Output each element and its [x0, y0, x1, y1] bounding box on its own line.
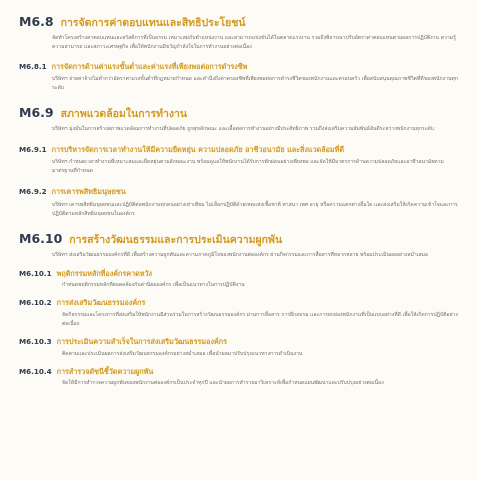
section-number: M6.8	[19, 14, 54, 29]
section-m6-10	[19, 231, 459, 260]
subsection-number: M6.9.2	[19, 187, 47, 197]
subsection-body: จัดกิจกรรมและโครงการที่ส่งเสริมให้พนักงานมีส่วนร่วมในการสร้างวัฒนธรรมองค์กร ผ่านการสื่อสาร การฝึกอบรม และการยกย่องพนักงานที่เป็นแบบอย่างที่ดี เพื่อให้เกิดการปฏิบัติอย่างต่อเนื่อง	[62, 311, 458, 327]
section-title: การสร้างวัฒนธรรมและการประเมินความผูกพัน	[69, 234, 283, 247]
section-m6-8	[19, 14, 459, 52]
subsection-number: M6.10.1	[19, 268, 52, 278]
subsection-title: การจัดการด้านค่าแรงขั้นต่ำและค่าแรงที่เพียงพอต่อการดำรงชีพ	[51, 61, 248, 71]
subsection-heading	[19, 368, 459, 377]
section-m6-10-2	[19, 299, 459, 329]
subsection-title: การประเมินความสำเร็จในการส่งเสริมวัฒนธรรมองค์กร	[56, 336, 227, 346]
subsection-body: บริษัทฯ จ่ายค่าจ้างไม่ต่ำกว่าอัตราค่าแรงขั้นต่ำที่กฎหมายกำหนด และคำนึงถึงค่าครองชีพที่เพียงพอต่อการดำรงชีวิตของพนักงานและครอบครัว เพื่อสนับสนุนคุณภาพชีวิตที่ดีของพนักงานทุกระดับ	[52, 76, 458, 92]
section-title: สภาพแวดล้อมในการทำงาน	[60, 108, 188, 121]
subsection-number: M6.10.4	[19, 366, 52, 376]
section-m6-8-1	[19, 63, 459, 94]
section-body: บริษัทฯ มุ่งมั่นในการสร้างสภาพแวดล้อมการทำงานที่ปลอดภัย ถูกสุขลักษณะ และเอื้อต่อการทำงานอย่างมีประสิทธิภาพ รวมถึงส่งเสริมความสัมพันธ์อันดีระหว่างพนักงานทุกระดับ	[52, 125, 434, 132]
subsection-title: พฤติกรรมหลักที่องค์กรคาดหวัง	[56, 268, 153, 278]
subsection-heading	[19, 270, 459, 279]
section-heading	[19, 231, 459, 247]
section-body: จัดทำโครงสร้างค่าตอบแทนและสวัสดิการที่เป็นธรรม เหมาะสมกับตำแหน่งงาน และสามารถแข่งขันได้ในตลาดแรงงาน รวมถึงพิจารณาปรับอัตราค่าตอบแทนตามผลการปฏิบัติงาน ความรู้ความสามารถ และสภาวะเศรษฐกิจ เพื่อให้พนักงานมีขวัญกำลังใจในการทำงานอย่างต่อเนื่อง	[52, 34, 456, 50]
subsection-title: การบริหารจัดการเวลาทำงานให้มีความยืดหยุ่น ความปลอดภัย อาชีวอนามัย และสิ่งแวดล้อมที่ดี	[51, 144, 345, 154]
subsection-body: บริษัทฯ เคารพสิทธิมนุษยชนและปฏิบัติต่อพนักงานทุกคนอย่างเท่าเทียม ไม่เลือกปฏิบัติด้วยเหตุแห่งเชื้อชาติ ศาสนา เพศ อายุ หรือความแตกต่างอื่นใด และส่งเสริมให้เกิดความเข้าใจและการปฏิบัติตามหลักสิทธิมนุษยชนในองค์กร	[52, 202, 458, 218]
subsection-heading	[19, 299, 459, 308]
subsection-body: บริษัทฯ กำหนดเวลาทำงานที่เหมาะสมและยืดหยุ่นตามลักษณะงาน พร้อมดูแลให้พนักงานได้รับการพักผ่อนอย่างเพียงพอ และจัดให้มีมาตรการด้านความปลอดภัยและอาชีวอนามัยตามมาตรฐานที่กำหนด	[52, 159, 444, 175]
subsection-body: จัดให้มีการสำรวจความผูกพันของพนักงานต่อองค์กรเป็นประจำทุกปี และนำผลการสำรวจมาวิเคราะห์เพื่อกำหนดแผนพัฒนาและปรับปรุงอย่างต่อเนื่อง	[62, 380, 384, 387]
subsection-heading	[19, 338, 459, 347]
subsection-number: M6.8.1	[19, 61, 47, 71]
section-title: การจัดการค่าตอบแทนและสิทธิประโยชน์	[60, 17, 246, 29]
subsection-body: ติดตามและประเมินผลการส่งเสริมวัฒนธรรมองค์กรอย่างสม่ำเสมอ เพื่อนำผลมาปรับปรุงแนวทางการดำเนินงาน	[62, 350, 303, 357]
section-body: บริษัทฯ ส่งเสริมวัฒนธรรมองค์กรที่ดี เพื่อสร้างความผูกพันและความภาคภูมิใจของพนักงานต่อองค์กร ผ่านกิจกรรมและการสื่อสารที่หลากหลาย พร้อมประเมินผลอย่างสม่ำเสมอ	[52, 251, 428, 258]
subsection-number: M6.9.1	[19, 144, 47, 154]
subsection-heading	[19, 146, 459, 155]
subsection-title: การส่งเสริมวัฒนธรรมองค์กร	[56, 298, 146, 308]
section-number: M6.9	[19, 105, 54, 121]
section-number: M6.10	[19, 231, 63, 247]
section-m6-10-4	[19, 368, 459, 389]
section-m6-9-2	[19, 188, 459, 219]
subsection-number: M6.10.2	[19, 298, 52, 308]
subsection-number: M6.10.3	[19, 336, 52, 346]
subsection-title: การสำรวจดัชนีชี้วัดความผูกพัน	[56, 366, 154, 376]
subsection-title: การเคารพสิทธิมนุษยชน	[51, 187, 126, 197]
subsection-heading	[19, 63, 459, 72]
section-m6-10-3	[19, 338, 459, 359]
section-heading	[19, 105, 459, 121]
section-m6-10-1	[19, 270, 459, 291]
section-heading	[19, 14, 459, 30]
subsection-body: กำหนดพฤติกรรมหลักที่สอดคล้องกับค่านิยมองค์กร เพื่อเป็นแนวทางในการปฏิบัติงาน	[62, 282, 245, 289]
subsection-heading	[19, 188, 459, 197]
section-m6-9-1	[19, 146, 459, 177]
section-m6-9	[19, 105, 459, 134]
